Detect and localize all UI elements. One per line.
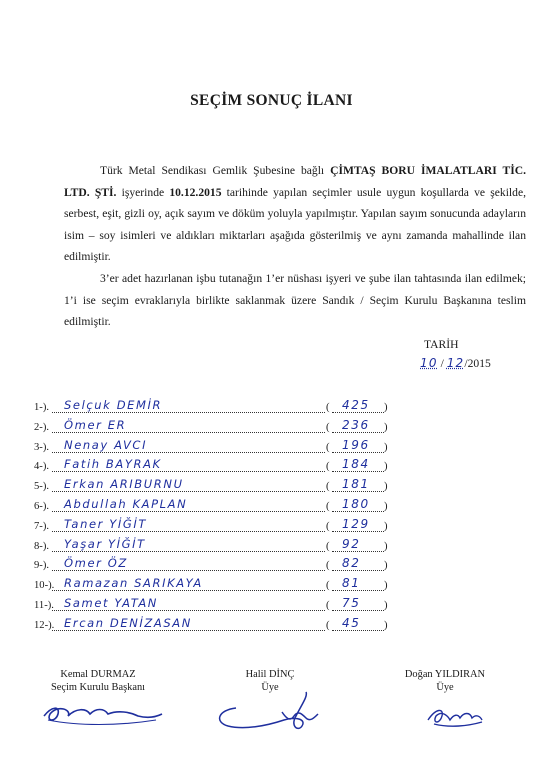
candidate-name: Fatih BAYRAK [64,457,162,472]
paren-open: ( [326,540,330,552]
intro-text-3: tarihinde yapılan seçimler usule uygun koşullarda ve şekilde, serbest, eşit, gizli oy, açık sayım ve döküm yoluyla yapılmıştır. Yapılan sayım sonucunda adayların isim – soy isimleri ve aldıkları miktarları aşağıda gösterilmiş ve aynı zamanda mahallinde ilan edilmiştir. [64,185,526,264]
candidate-row [34,596,394,616]
candidate-number: 2-). [34,421,50,433]
distribution-text: 3’er adet hazırlanan işbu tutanağın 1’er nüshası işyeri ve şube ilan tahtasında ilan edilmek; 1’i ise seçim evraklarıyla birlikte saklanmak üzere Sandık / Seçim Kurulu Başkanına teslim edilmiştir. [64,272,526,329]
signatory-name: Halil DİNÇ [245,669,295,680]
candidate-number: 9-). [34,560,50,572]
vote-dotted-line [332,610,384,611]
candidate-name: Nenay AVCI [64,437,148,452]
candidate-votes: 184 [342,457,370,472]
paren-open: ( [326,441,330,453]
paren-close: ) [384,619,388,631]
paren-close: ) [384,402,388,413]
candidate-number: 10-). [34,580,55,592]
election-date: 10.12.2015 [169,185,222,199]
signatory-role: Üye [261,682,279,693]
vote-dotted-line [332,432,384,433]
document-title: SEÇİM SONUÇ İLANI [190,92,353,109]
candidate-name: Selçuk DEMİR [64,398,163,412]
candidate-votes: 181 [342,477,370,492]
name-dotted-line [52,551,325,552]
name-dotted-line [52,531,325,532]
candidate-row [34,497,394,517]
intro-text-2: işyerinde [116,185,170,199]
candidate-number: 4-). [34,461,50,473]
paren-open: ( [326,580,330,592]
candidate-votes: 75 [342,595,361,610]
candidate-number: 8-). [34,540,50,552]
name-dotted-line [52,491,325,492]
signatory-name: Doğan YILDIRAN [404,669,486,680]
candidate-name: Ömer ER [64,417,127,432]
signature-member-1 [206,686,326,734]
candidate-name: Ercan DENİZASAN [64,615,192,630]
signatory-name: Kemal DURMAZ [60,669,136,680]
signatory-role: Seçim Kurulu Başkanı [50,682,146,693]
date-day: 10 [420,356,438,370]
candidate-row [34,418,394,438]
name-dotted-line [52,511,325,512]
candidate-votes: 196 [342,437,370,452]
candidate-number: 5-). [34,481,50,493]
intro-paragraph [64,160,526,268]
paren-open: ( [326,461,330,473]
candidate-name: Ramazan SARIKAYA [64,576,203,591]
name-dotted-line [52,590,325,591]
name-dotted-line [52,630,325,631]
vote-dotted-line [332,570,384,571]
vote-dotted-line [332,590,384,591]
candidate-votes: 236 [342,417,370,432]
candidate-name: Ömer ÖZ [64,556,128,571]
candidate-name: Abdullah KAPLAN [64,496,188,511]
candidate-name: Yaşar YİĞİT [64,536,146,551]
candidate-votes: 82 [342,556,361,571]
name-dotted-line [52,570,325,571]
distribution-paragraph [64,268,526,333]
handwritten-date [420,356,491,370]
paren-open: ( [326,560,330,572]
paren-open: ( [326,520,330,532]
paren-close: ) [384,560,388,572]
date-year: 2015 [467,357,491,370]
paren-open: ( [326,599,330,611]
candidate-row [34,517,394,537]
signatory-chairman [18,668,178,694]
candidate-votes: 92 [342,536,361,551]
candidate-number: 1-). [34,402,50,413]
candidate-number: 3-). [34,441,50,453]
company-name: ÇİMTAŞ BORU İMALATLARI TİC. LTD. ŞTİ. [64,164,527,199]
candidate-name: Erkan ARIBURNU [64,477,184,492]
vote-dotted-line [332,491,384,492]
paren-open: ( [326,481,330,493]
date-sep-2: / [464,357,468,370]
candidate-number: 11-). [34,599,54,611]
signatory-member-2 [380,668,510,694]
signatory-role: Üye [436,682,454,693]
name-dotted-line [52,471,325,472]
paren-close: ) [384,599,388,611]
candidate-row [34,556,394,576]
name-dotted-line [52,432,325,433]
paren-close: ) [384,500,388,512]
date-label: TARİH [424,338,459,351]
candidate-votes: 45 [342,615,361,630]
candidate-row [34,438,394,458]
candidate-votes: 425 [342,398,370,412]
candidate-votes: 180 [342,496,370,511]
vote-dotted-line [332,630,384,631]
paren-close: ) [384,421,388,433]
date-sep-1: / [440,357,444,370]
name-dotted-line [52,610,325,611]
candidate-row [34,457,394,477]
paren-close: ) [384,441,388,453]
name-dotted-line [52,452,325,453]
vote-dotted-line [332,551,384,552]
intro-text-1: Türk Metal Sendikası Gemlik Şubesine bağlı [100,164,331,177]
candidate-row [34,537,394,557]
candidate-list [34,398,394,636]
vote-dotted-line [332,452,384,453]
date-month: 12 [446,356,465,370]
candidate-votes: 129 [342,516,370,531]
vote-dotted-line [332,471,384,472]
candidate-number: 6-). [34,500,50,512]
paren-open: ( [326,619,330,631]
candidate-row [34,398,394,418]
candidate-row [34,616,394,636]
candidate-row [34,477,394,497]
paren-close: ) [384,540,388,552]
vote-dotted-line [332,412,384,413]
candidate-row [34,576,394,596]
signature-chairman [38,696,168,730]
paren-close: ) [384,580,388,592]
candidate-name: Taner YİĞİT [64,516,147,531]
paren-open: ( [326,421,330,433]
paren-close: ) [384,461,388,473]
paren-close: ) [384,481,388,493]
paren-close: ) [384,520,388,532]
name-dotted-line [52,412,325,413]
candidate-number: 12-). [34,619,55,631]
vote-dotted-line [332,511,384,512]
vote-dotted-line [332,531,384,532]
candidate-number: 7-). [34,520,50,532]
candidate-votes: 81 [342,576,361,591]
paren-open: ( [326,402,330,413]
paren-open: ( [326,500,330,512]
signature-member-2 [420,700,490,730]
candidate-name: Samet YATAN [64,595,158,610]
